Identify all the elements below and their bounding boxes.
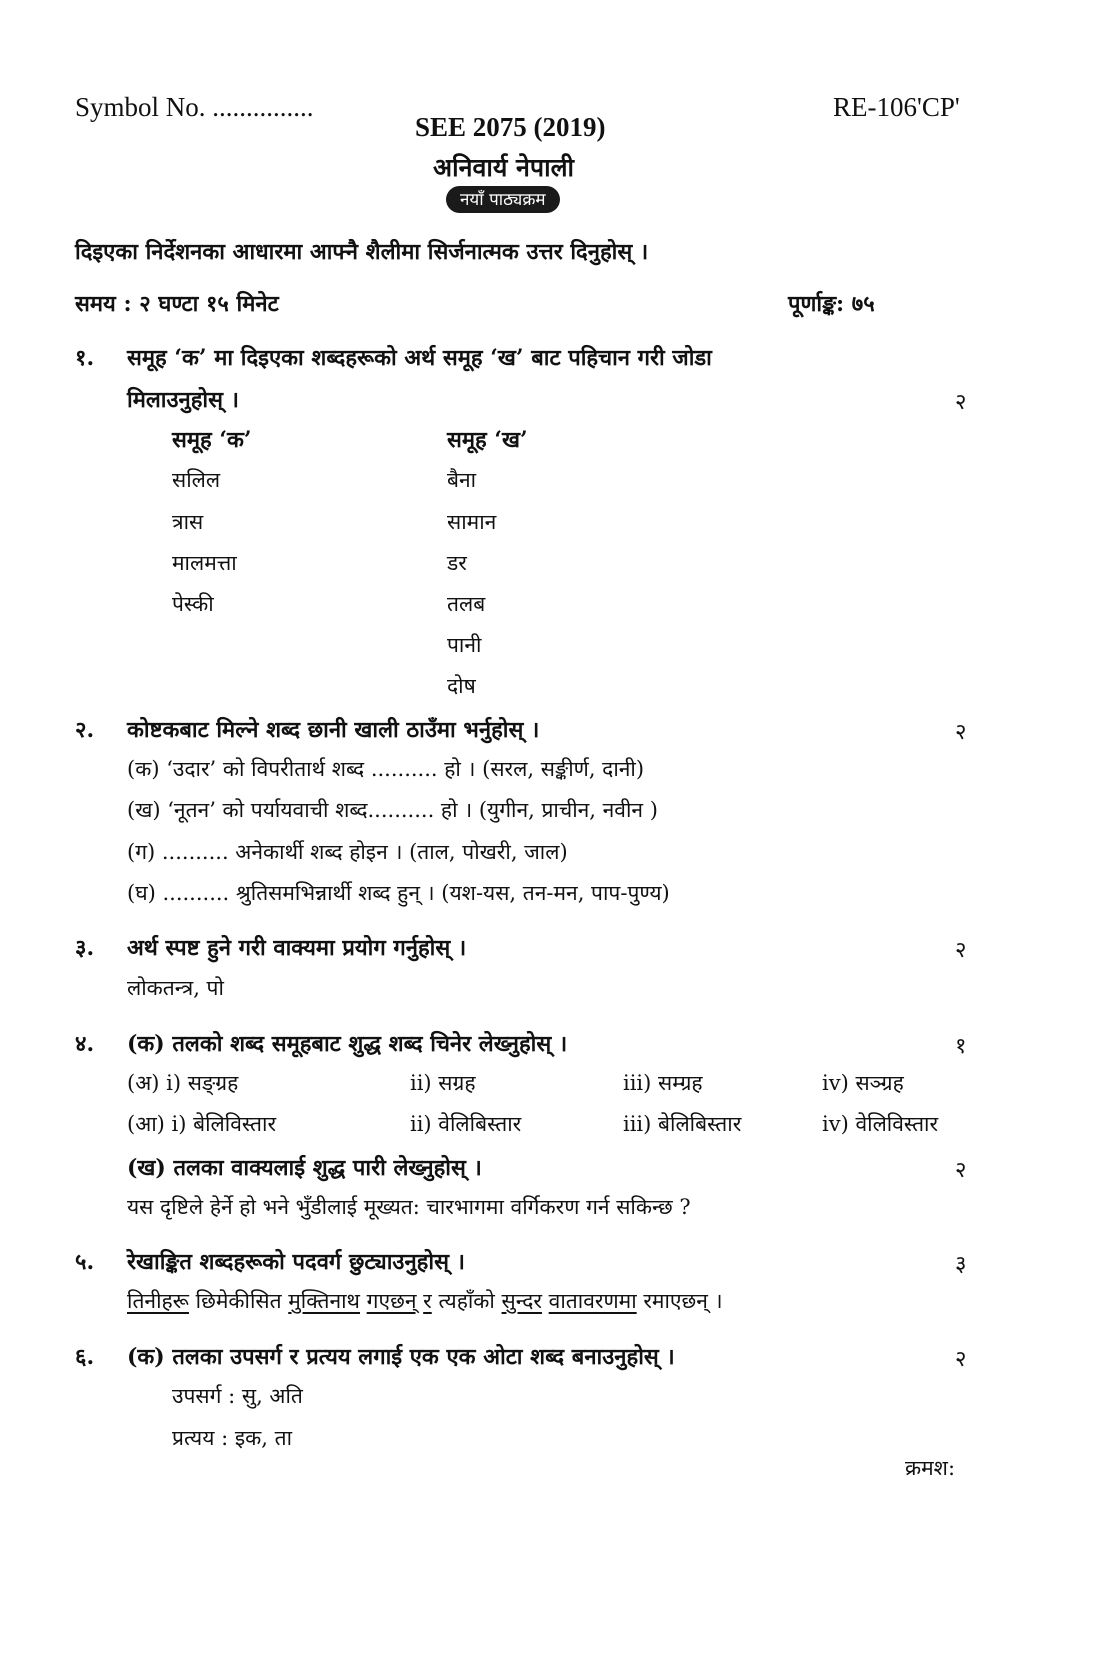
q1-text-line2: मिलाउनुहोस् ।: [127, 387, 239, 413]
q3-text: अर्थ स्पष्ट हुने गरी वाक्यमा प्रयोग गर्नुहोस् ।: [127, 935, 467, 961]
q6a-text: (क) तलका उपसर्ग र प्रत्यय लगाई एक एक ओटा शब्द बनाउनुहोस् ।: [127, 1344, 675, 1370]
q1-group-a-item: मालमत्ता: [172, 551, 237, 575]
q3-words: लोकतन्त्र, पो: [127, 976, 224, 1000]
q6-marks: २: [955, 1347, 967, 1372]
underlined-word: वातावरणमा: [548, 1289, 637, 1313]
q6-prefix: उपसर्ग : सु, अति: [172, 1384, 303, 1408]
q4b-marks: २: [955, 1158, 967, 1183]
symbol-number: Symbol No. ...............: [75, 92, 314, 122]
q6-number: ६.: [75, 1344, 95, 1370]
q4-number: ४.: [75, 1031, 95, 1057]
q5-number: ५.: [75, 1249, 95, 1275]
q1-group-b-item: बैना: [447, 468, 477, 492]
q4-option: iv) वेलिविस्तार: [822, 1112, 939, 1136]
q1-group-b-item: तलब: [447, 592, 486, 616]
q4-option: (आ) i) बेलिविस्तार: [127, 1112, 277, 1136]
q3-marks: २: [955, 938, 967, 963]
q1-group-b-heading: समूह ‘ख’: [447, 427, 528, 453]
q4b-sentence: यस दृष्टिले हेर्ने हो भने भुँडीलाई मूख्यत: चारभागमा वर्गिकरण गर्न सकिन्छ ?: [127, 1195, 691, 1219]
q3-number: ३.: [75, 935, 95, 961]
q4-option: ii) वेलिबिस्तार: [410, 1112, 522, 1136]
q1-group-b-item: पानी: [447, 633, 482, 657]
q1-marks: २: [955, 390, 967, 415]
q4b-text: (ख) तलका वाक्यलाई शुद्ध पारी लेख्नुहोस् ।: [127, 1155, 482, 1181]
q2-item: (ग) .......... अनेकार्थी शब्द होइन । (ताल, पोखरी, जाल): [127, 840, 568, 864]
q2-number: २.: [75, 717, 95, 743]
q5-sentence: [127, 1287, 723, 1315]
q1-group-b-item: दोष: [447, 674, 476, 698]
general-instruction: दिइएका निर्देशनका आधारमा आफ्नै शैलीमा सिर्जनात्मक उत्तर दिनुहोस् ।: [75, 239, 649, 265]
full-marks: पूर्णाङ्क: ७५: [788, 291, 875, 317]
q1-group-a-item: सलिल: [172, 468, 221, 492]
exam-title: SEE 2075 (2019): [415, 112, 606, 142]
q5-text: रेखाङ्कित शब्दहरूको पदवर्ग छुट्याउनुहोस् ।: [127, 1249, 465, 1275]
underlined-word: र: [423, 1289, 432, 1313]
underlined-word: मुक्तिनाथ: [288, 1289, 360, 1313]
underlined-word: गएछन्: [366, 1289, 417, 1313]
curriculum-badge: नयाँ पाठ्यक्रम: [446, 186, 560, 213]
sentence-fragment: छिमेकीसित: [188, 1289, 289, 1313]
q2-marks: २: [955, 720, 967, 745]
paper-code: RE-106'CP': [833, 92, 960, 122]
sentence-fragment: त्यहाँको: [431, 1289, 502, 1313]
q2-item: (घ) .......... श्रुतिसमभिन्नार्थी शब्द हुन् । (यश-यस, तन-मन, पाप-पुण्य): [127, 881, 670, 905]
underlined-word: तिनीहरू: [127, 1289, 189, 1313]
q1-group-a-item: पेस्की: [172, 592, 214, 616]
sentence-fragment: [542, 1289, 549, 1313]
q1-group-b-item: डर: [447, 551, 467, 575]
exam-time: समय : २ घण्टा १५ मिनेट: [75, 291, 279, 317]
q4-option: iii) बेलिबिस्तार: [623, 1112, 742, 1136]
subject-title: अनिवार्य नेपाली: [433, 153, 575, 182]
underlined-word: सुन्दर: [501, 1289, 542, 1313]
q1-group-b-item: सामान: [447, 510, 497, 534]
q2-item: (ख) ‘नूतन’ को पर्यायवाची शब्द.......... हो । (युगीन, प्राचीन, नवीन ): [127, 798, 658, 822]
q4-option: (अ) i) सङ्ग्रह: [127, 1071, 239, 1095]
continued-label: क्रमश:: [905, 1456, 956, 1480]
q1-group-a-item: त्रास: [172, 510, 204, 534]
q4-option: iii) सम्ग्रह: [623, 1071, 703, 1095]
q5-marks: ३: [955, 1252, 967, 1277]
q4-option: ii) सग्रह: [410, 1071, 476, 1095]
sentence-fragment: [360, 1289, 367, 1313]
q4a-marks: १: [955, 1034, 967, 1059]
q2-item: (क) ‘उदार’ को विपरीतार्थ शब्द .......... हो । (सरल, सङ्कीर्ण, दानी): [127, 757, 645, 781]
q4a-text: (क) तलको शब्द समूहबाट शुद्ध शब्द चिनेर लेख्नुहोस् ।: [127, 1031, 568, 1057]
q4-option: iv) सञ्ग्रह: [822, 1071, 904, 1095]
q1-text-line1: समूह ‘क’ मा दिइएका शब्दहरूको अर्थ समूह ‘ख’ बाट पहिचान गरी जोडा: [127, 345, 712, 371]
q2-text: कोष्टकबाट मिल्ने शब्द छानी खाली ठाउँमा भर्नुहोस् ।: [127, 717, 540, 743]
q1-number: १.: [75, 345, 95, 371]
q6-suffix: प्रत्यय : इक, ता: [172, 1426, 293, 1450]
q1-group-a-heading: समूह ‘क’: [172, 427, 252, 453]
sentence-fragment: रमाएछन् ।: [636, 1289, 723, 1313]
